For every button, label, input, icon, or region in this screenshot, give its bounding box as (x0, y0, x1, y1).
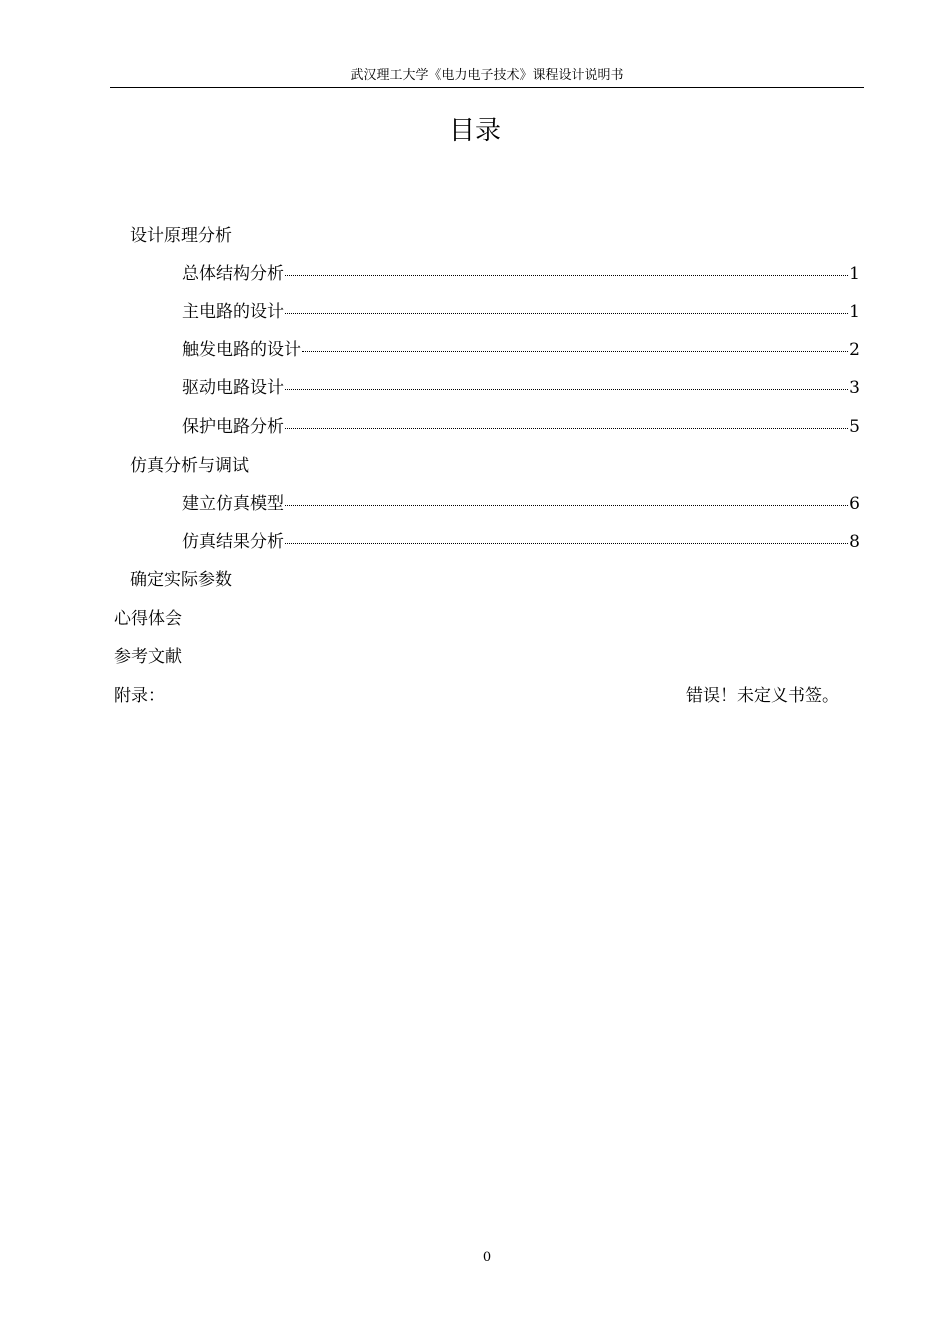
toc-entry-appendix[interactable] (114, 683, 165, 709)
toc-entry-label: 仿真结果分析 (182, 532, 284, 552)
dot-leader (285, 313, 848, 314)
toc-entry-label: 参考文献 (114, 647, 182, 667)
toc-entry-references[interactable] (114, 644, 182, 670)
toc-entry-drive-circuit[interactable] (182, 375, 860, 401)
toc-entry-label: 触发电路的设计 (182, 340, 301, 360)
dot-leader (285, 428, 848, 429)
toc-entry-label: 主电路的设计 (182, 302, 284, 322)
toc-entry-label: 保护电路分析 (182, 417, 284, 437)
toc-page-number: 8 (849, 532, 860, 552)
toc-page-number: 2 (849, 340, 860, 360)
toc-entry-main-circuit[interactable] (182, 299, 860, 325)
toc-entry-simulation[interactable] (130, 453, 249, 479)
toc-page-number: 1 (849, 302, 860, 322)
toc-entry-label: 仿真分析与调试 (130, 456, 249, 476)
toc-entry-design-principle[interactable] (130, 223, 232, 249)
page-header (110, 64, 864, 90)
toc-entry-label: 总体结构分析 (182, 264, 284, 284)
page-title: 目录 (448, 116, 501, 146)
toc-page-number: 5 (849, 417, 860, 437)
toc-entry-label: 确定实际参数 (130, 570, 232, 590)
toc-entry-result-analysis[interactable] (182, 529, 860, 555)
toc-entry-parameters[interactable] (130, 567, 232, 593)
toc-entry-label: 附录： (114, 686, 165, 706)
toc-entry-label: 驱动电路设计 (182, 378, 284, 398)
page-number: 0 (482, 1250, 492, 1265)
dot-leader (285, 543, 848, 544)
toc-entry-label: 建立仿真模型 (182, 494, 284, 514)
toc-page-number: 1 (849, 264, 860, 284)
toc-entry-trigger-circuit[interactable] (182, 337, 860, 363)
bookmark-error-note: 错误！未定义书签。 (686, 686, 839, 706)
toc-entry-label: 心得体会 (114, 609, 182, 629)
dot-leader (285, 389, 848, 390)
header-title: 武汉理工大学《电力电子技术》课程设计说明书 (350, 68, 624, 83)
toc-entry-overall-structure[interactable] (182, 261, 860, 287)
toc-entry-protection-circuit[interactable] (182, 414, 860, 440)
dot-leader (302, 351, 848, 352)
toc-entry-reflections[interactable] (114, 606, 182, 632)
toc-entry-build-model[interactable] (182, 491, 860, 517)
toc-page-number: 6 (849, 494, 860, 514)
toc-entry-label: 设计原理分析 (130, 226, 232, 246)
dot-leader (285, 275, 848, 276)
dot-leader (285, 505, 848, 506)
toc-page-number: 3 (849, 378, 860, 398)
header-rule (110, 87, 864, 88)
